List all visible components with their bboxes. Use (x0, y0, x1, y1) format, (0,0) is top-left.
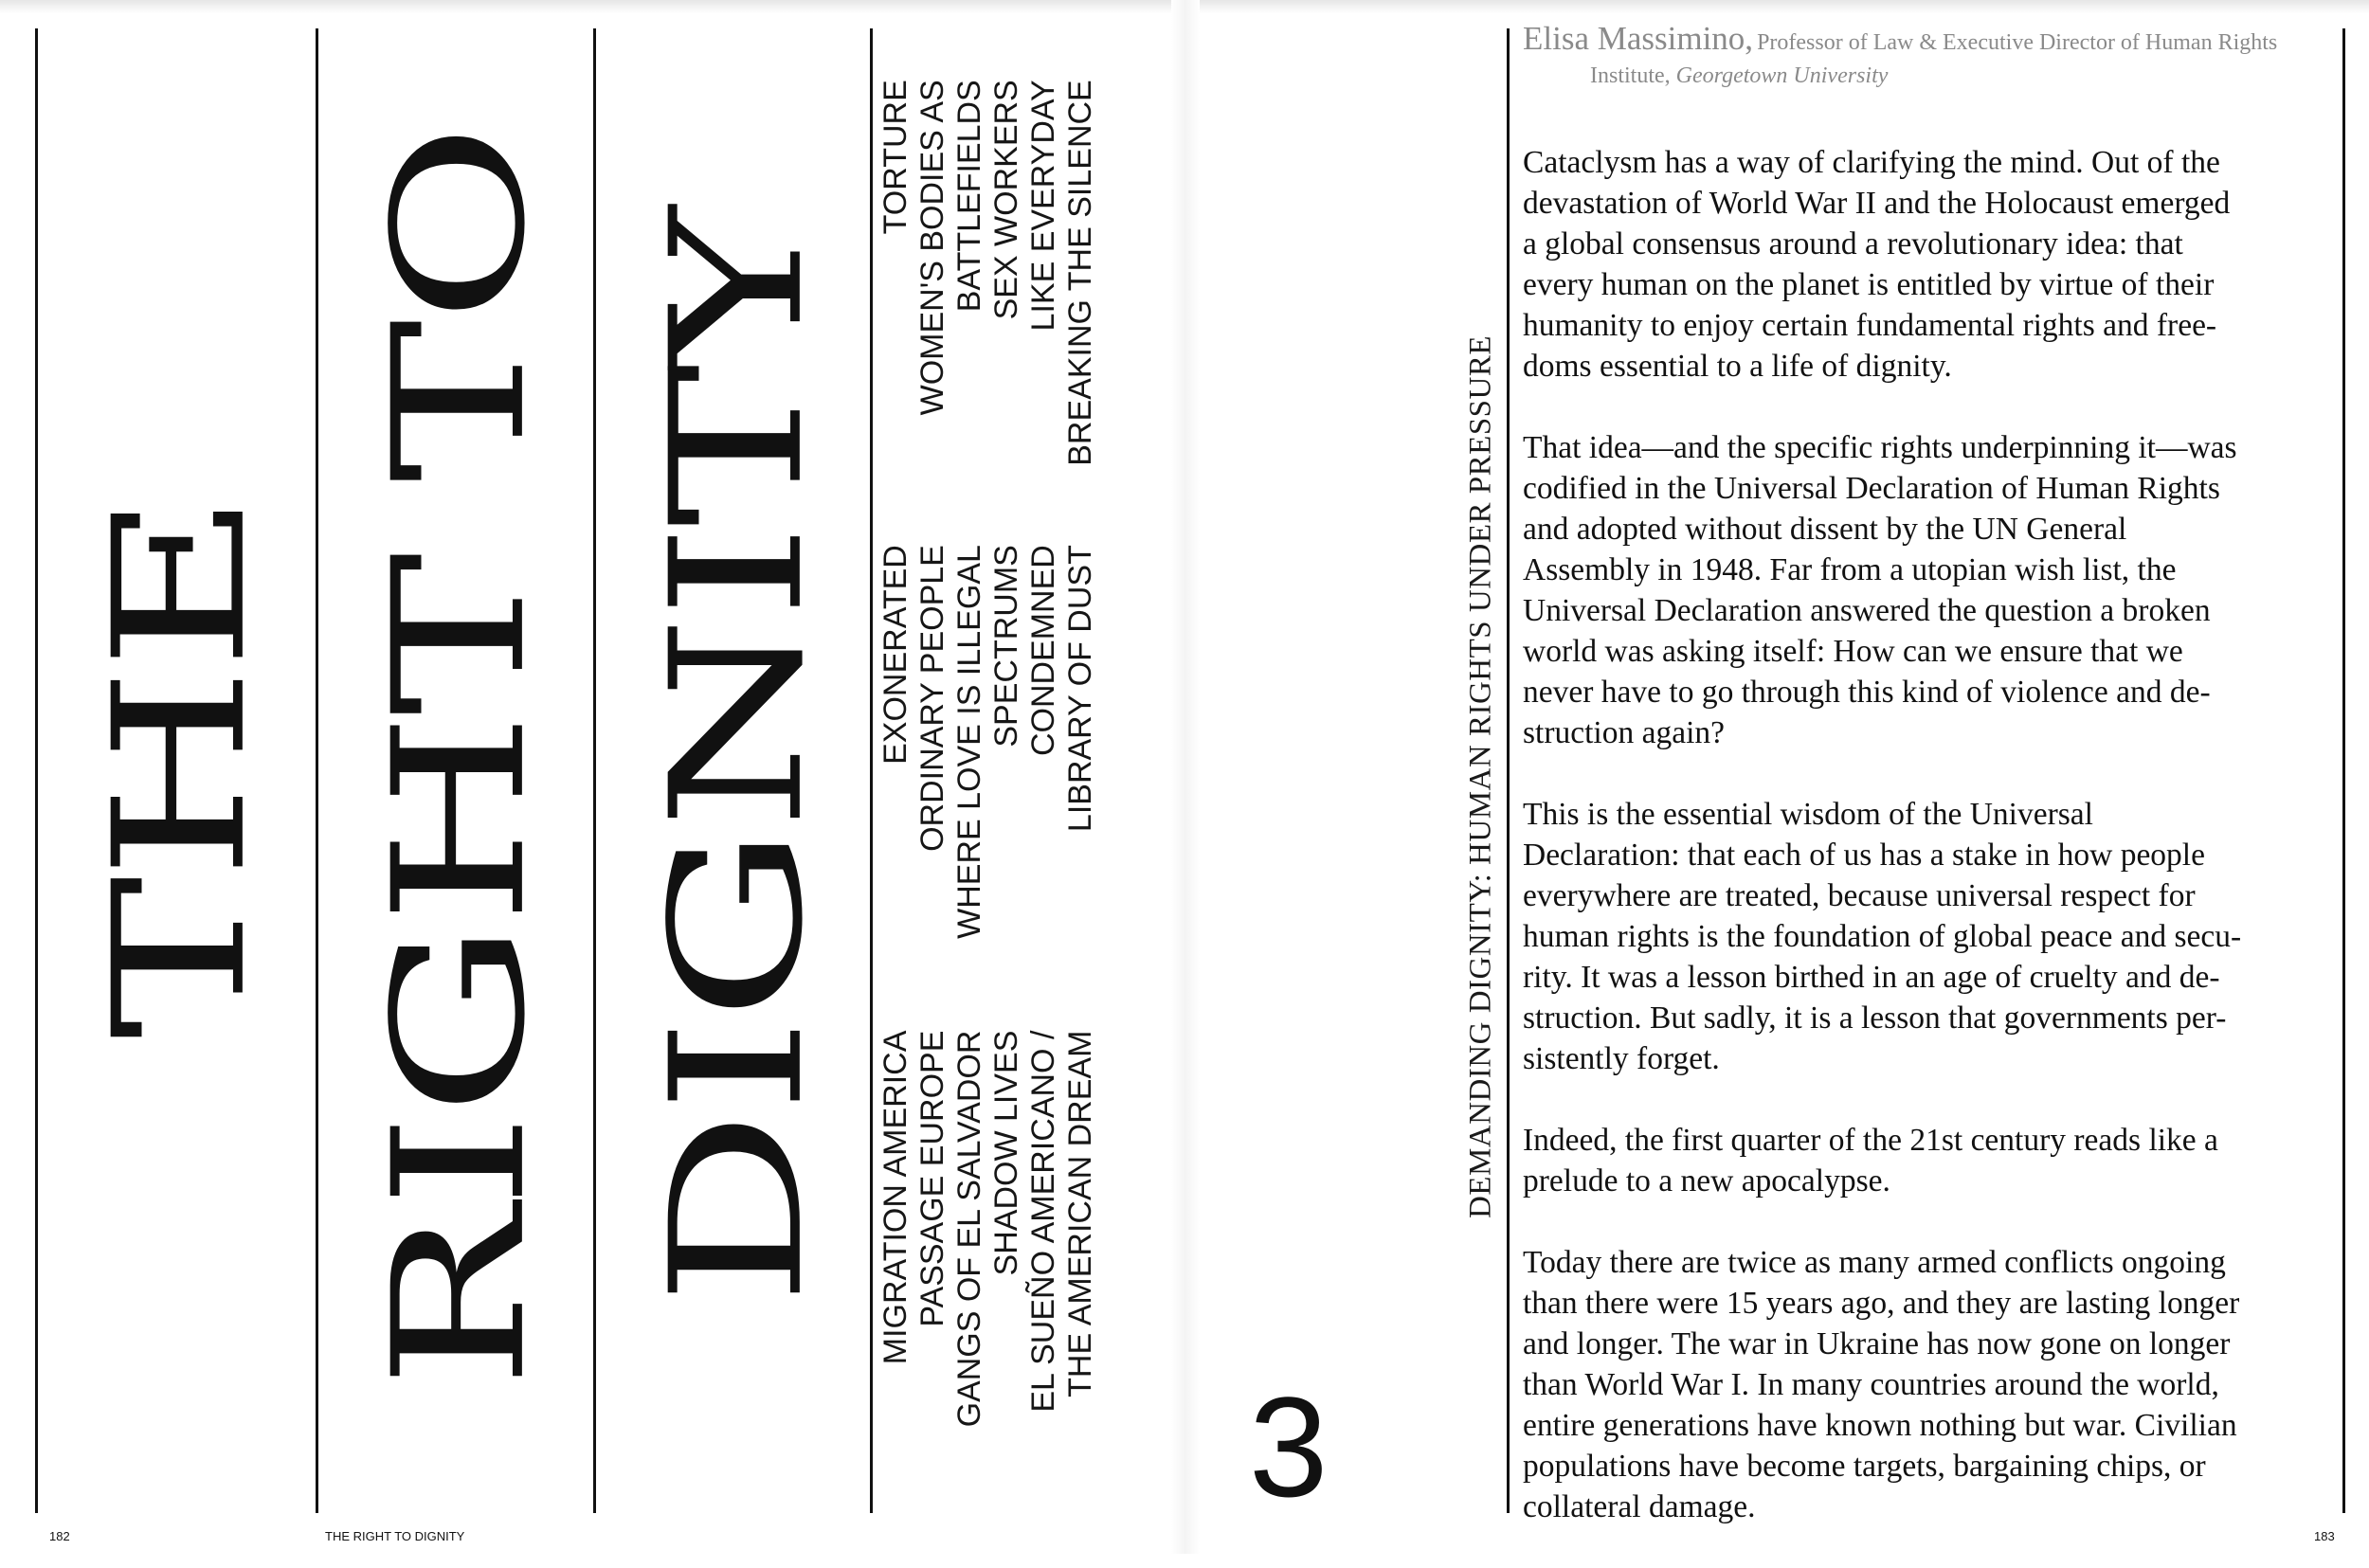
contents-item: WHERE LOVE IS ILLEGAL (951, 545, 987, 939)
paragraph (1523, 1120, 2309, 1201)
text-line: human rights is the foundation of global peace and secu- (1523, 919, 2242, 954)
page-number-left: 182 (49, 1529, 70, 1543)
text-line: Cataclysm has a way of clarifying the mind. Out of the (1523, 145, 2220, 180)
paragraph (1523, 1242, 2309, 1527)
text-line: and adopted without dissent by the UN General (1523, 512, 2127, 547)
column-rule-4 (870, 28, 873, 1513)
column-rule-2 (316, 28, 318, 1513)
text-line: prelude to a new apocalypse. (1523, 1163, 1890, 1199)
text-line: struction again? (1523, 715, 1726, 750)
contents-item: EL SUEÑO AMERICANO / (1025, 1030, 1061, 1413)
text-line: struction. But sadly, it is a lesson that governments per- (1523, 1000, 2227, 1036)
running-head: THE RIGHT TO DIGNITY (325, 1529, 465, 1543)
contents-item: THE AMERICAN DREAM (1062, 1030, 1098, 1397)
text-line: a global consensus around a revolutionary idea: that (1523, 226, 2183, 261)
contents-item: ORDINARY PEOPLE (914, 545, 950, 852)
text-line: codified in the Universal Declaration of Human Rights (1523, 471, 2220, 506)
contents-item: LIKE EVERYDAY (1025, 80, 1061, 332)
author-role-cont: Institute, (1590, 63, 1671, 88)
author-name: Elisa Massimino, (1523, 20, 1754, 57)
text-line: Indeed, the first quarter of the 21st century reads like a (1523, 1123, 2218, 1158)
contents-item: EXONERATED (877, 545, 913, 765)
text-line: doms essential to a life of dignity. (1523, 349, 1952, 384)
paragraph (1523, 794, 2309, 1079)
text-line: world was asking itself: How can we ensure that we (1523, 634, 2183, 669)
text-line: and longer. The war in Ukraine has now gone on longer (1523, 1326, 2231, 1361)
column-rule-3 (593, 28, 596, 1513)
contents-group-1 (877, 80, 1099, 466)
page-edge-rule (2342, 28, 2345, 1513)
text-column-rule (1507, 28, 1510, 1513)
contents-item: LIBRARY OF DUST (1062, 545, 1098, 833)
text-line: Today there are twice as many armed conflicts ongoing (1523, 1245, 2226, 1280)
contents-group-3 (877, 1031, 1099, 1428)
title-line-right-to: RIGHT TO (354, 126, 565, 1390)
contents-item: MIGRATION AMERICA (877, 1030, 913, 1365)
text-line: every human on the planet is entitled by virtue of their (1523, 267, 2215, 302)
contents-item: PASSAGE EUROPE (914, 1030, 950, 1327)
paragraph (1523, 142, 2309, 387)
text-line: rity. It was a lesson birthed in an age of cruelty and de- (1523, 960, 2220, 995)
text-line: humanity to enjoy certain fundamental rights and free- (1523, 308, 2217, 343)
text-line: Universal Declaration answered the question a broken (1523, 593, 2211, 628)
text-line: never have to go through this kind of violence and de- (1523, 675, 2211, 710)
title-line-the: THE (75, 496, 285, 1039)
contents-item: SEX WORKERS (988, 80, 1024, 320)
text-line: entire generations have known nothing but war. Civilian (1523, 1408, 2237, 1443)
text-line: than World War I. In many countries around the world, (1523, 1367, 2219, 1402)
text-line: sistently forget. (1523, 1041, 1720, 1076)
text-line: This is the essential wisdom of the Universal (1523, 797, 2093, 832)
paragraph (1523, 427, 2309, 753)
section-heading: DEMANDING DIGNITY: HUMAN RIGHTS UNDER PRESSURE (1463, 334, 1498, 1219)
text-line: populations have become targets, bargaining chips, or (1523, 1449, 2206, 1484)
contents-item: SPECTRUMS (988, 545, 1024, 748)
text-line: everywhere are treated, because universal respect for (1523, 878, 2196, 913)
article-body (1523, 142, 2309, 1568)
text-line: Assembly in 1948. Far from a utopian wish list, the (1523, 552, 2177, 587)
title-line-dignity: DIGNITY (632, 209, 842, 1307)
book-gutter (1171, 0, 1200, 1554)
text-line: collateral damage. (1523, 1489, 1756, 1524)
contents-item: WOMEN'S BODIES AS (914, 80, 950, 416)
column-rule-1 (35, 28, 38, 1513)
author-role: Professor of Law & Executive Director of Human Rights (1757, 30, 2278, 55)
contents-item: GANGS OF EL SALVADOR (951, 1030, 987, 1428)
contents-item: SHADOW LIVES (988, 1030, 1024, 1276)
page-number-right: 183 (2314, 1529, 2335, 1543)
author-university: Georgetown University (1675, 63, 1889, 88)
contents-group-2 (877, 545, 1099, 939)
contents-item: BATTLEFIELDS (951, 80, 987, 313)
chapter-number: 3 (1249, 1367, 1329, 1526)
text-line: devastation of World War II and the Holocaust emerged (1523, 186, 2231, 221)
contents-item: CONDEMNED (1025, 545, 1061, 757)
text-line: That idea—and the specific rights underpinning it—was (1523, 430, 2237, 465)
text-line: Declaration: that each of us has a stake in how people (1523, 838, 2205, 873)
byline (1523, 20, 2319, 90)
contents-item: TORTURE (877, 80, 913, 235)
text-line: than there were 15 years ago, and they are lasting longer (1523, 1286, 2240, 1321)
contents-item: BREAKING THE SILENCE (1062, 80, 1098, 466)
